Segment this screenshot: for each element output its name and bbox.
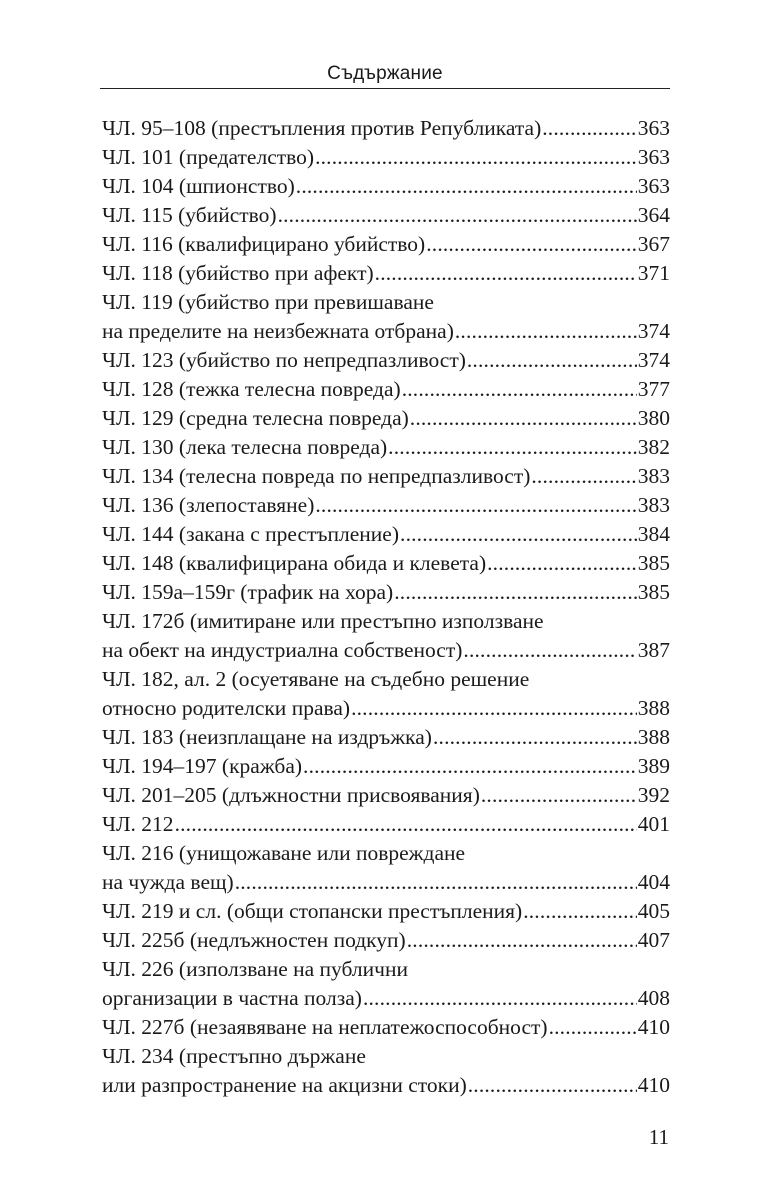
toc-entry-title: ЧЛ. 219 и сл. (общи стопански престъпления) bbox=[102, 899, 523, 923]
toc-entry-row bbox=[102, 897, 670, 926]
toc-entry-row bbox=[102, 404, 670, 433]
dot-leader bbox=[487, 549, 637, 578]
toc-entry bbox=[102, 346, 670, 375]
toc-entry bbox=[102, 549, 670, 578]
toc-entry-title-line: ЧЛ. 182, ал. 2 (осуетяване на съдебно решение bbox=[102, 667, 530, 691]
toc-entry-row bbox=[102, 578, 670, 607]
toc-entry-title: ЧЛ. 129 (средна телесна повреда) bbox=[102, 406, 409, 430]
toc-entry-row bbox=[102, 1071, 670, 1100]
toc-entry-title: организации в частна полза) bbox=[102, 986, 362, 1010]
toc-entry bbox=[102, 839, 670, 897]
toc-entry-page: 405 bbox=[637, 899, 670, 923]
toc-entry bbox=[102, 259, 670, 288]
dot-leader bbox=[363, 984, 637, 1013]
toc-entry bbox=[102, 955, 670, 1013]
toc-entry bbox=[102, 1013, 670, 1042]
toc-entry-row bbox=[102, 462, 670, 491]
toc-entry bbox=[102, 520, 670, 549]
toc-entry-row bbox=[102, 375, 670, 404]
toc-entry-title: ЧЛ. 104 (шпионство) bbox=[102, 174, 295, 198]
toc-entry-row bbox=[102, 201, 670, 230]
toc-entry-page: 389 bbox=[637, 754, 670, 778]
toc-entry bbox=[102, 172, 670, 201]
toc-entry-title-line: ЧЛ. 216 (унищожаване или повреждане bbox=[102, 841, 466, 865]
toc-entry-page: 410 bbox=[637, 1015, 670, 1039]
toc-entry bbox=[102, 926, 670, 955]
toc-entry bbox=[102, 114, 670, 143]
toc-entry-page: 382 bbox=[637, 435, 670, 459]
dot-leader bbox=[351, 694, 637, 723]
dot-leader bbox=[523, 897, 637, 926]
toc-entry-page: 363 bbox=[637, 145, 670, 169]
toc-entry-row bbox=[102, 346, 670, 375]
toc-entry-title: ЧЛ. 136 (злепоставяне) bbox=[102, 493, 315, 517]
page-number: 11 bbox=[648, 1125, 669, 1149]
toc-entry-row bbox=[102, 143, 670, 172]
toc-entry-row bbox=[102, 549, 670, 578]
toc-entry-page: 408 bbox=[637, 986, 670, 1010]
toc-entry-page: 388 bbox=[637, 725, 670, 749]
toc-entry-page: 392 bbox=[637, 783, 670, 807]
toc-entry-row bbox=[102, 636, 670, 665]
toc-entry-page: 374 bbox=[637, 348, 670, 372]
toc-entry bbox=[102, 752, 670, 781]
dot-leader bbox=[463, 636, 636, 665]
toc-entry bbox=[102, 607, 670, 665]
dot-leader bbox=[467, 346, 637, 375]
dot-leader bbox=[296, 172, 637, 201]
toc-entry bbox=[102, 665, 670, 723]
toc-entry-page: 383 bbox=[637, 493, 670, 517]
toc-entry-page: 377 bbox=[637, 377, 670, 401]
toc-entry-title: ЧЛ. 225б (недлъжностен подкуп) bbox=[102, 928, 406, 952]
dot-leader bbox=[303, 752, 637, 781]
toc-entry bbox=[102, 897, 670, 926]
dot-leader bbox=[410, 404, 637, 433]
toc-entry-title: ЧЛ. 194–197 (кражба) bbox=[102, 754, 303, 778]
toc-entry-page: 383 bbox=[637, 464, 670, 488]
dot-leader bbox=[278, 201, 637, 230]
toc-entry-title: ЧЛ. 115 (убийство) bbox=[102, 203, 277, 227]
dot-leader bbox=[433, 723, 637, 752]
toc-entry-page: 367 bbox=[637, 232, 670, 256]
toc-entry bbox=[102, 230, 670, 259]
toc-entry-page: 387 bbox=[637, 638, 670, 662]
toc-entry-title: или разпространение на акцизни стоки) bbox=[102, 1073, 467, 1097]
dot-leader bbox=[426, 230, 637, 259]
toc-entry-row bbox=[102, 259, 670, 288]
toc-entry bbox=[102, 375, 670, 404]
toc-entry-row bbox=[102, 926, 670, 955]
toc-entry-page: 388 bbox=[637, 696, 670, 720]
toc-entry-page: 363 bbox=[637, 174, 670, 198]
dot-leader bbox=[407, 926, 637, 955]
toc-entry-page: 380 bbox=[637, 406, 670, 430]
toc-entry-title: ЧЛ. 144 (закана с престъпление) bbox=[102, 522, 400, 546]
toc-entry bbox=[102, 433, 670, 462]
toc-entry-row bbox=[102, 172, 670, 201]
toc-entry-page: 384 bbox=[637, 522, 670, 546]
toc-entry-title: ЧЛ. 130 (лека телесна повреда) bbox=[102, 435, 388, 459]
dot-leader bbox=[455, 317, 637, 346]
toc-entry-row bbox=[102, 230, 670, 259]
toc-entry-title-line: ЧЛ. 226 (използване на публични bbox=[102, 957, 408, 981]
toc-entry-title: ЧЛ. 159а–159г (трафик на хора) bbox=[102, 580, 394, 604]
dot-leader bbox=[549, 1013, 637, 1042]
toc-entry-title: ЧЛ. 212 bbox=[102, 812, 174, 836]
toc-entry-title: на пределите на неизбежната отбрана) bbox=[102, 319, 454, 343]
toc-entry-title: ЧЛ. 101 (предателство) bbox=[102, 145, 315, 169]
toc-entry-page: 410 bbox=[637, 1073, 670, 1097]
toc-entry-row bbox=[102, 694, 670, 723]
toc-entry-title: ЧЛ. 128 (тежка телесна повреда) bbox=[102, 377, 401, 401]
dot-leader bbox=[468, 1071, 637, 1100]
toc-entry bbox=[102, 288, 670, 346]
toc-entry-title: ЧЛ. 183 (неизплащане на издръжка) bbox=[102, 725, 432, 749]
dot-leader bbox=[235, 868, 637, 897]
running-head: Съдържание bbox=[327, 63, 443, 84]
toc-entry-title: ЧЛ. 116 (квалифицирано убийство) bbox=[102, 232, 426, 256]
toc-entry-page: 363 bbox=[637, 116, 670, 140]
dot-leader bbox=[542, 114, 637, 143]
toc-entry-title: ЧЛ. 118 (убийство при афект) bbox=[102, 261, 374, 285]
toc-entry-page: 371 bbox=[637, 261, 670, 285]
toc-entry-row bbox=[102, 984, 670, 1013]
toc-entry-title: на чужда вещ) bbox=[102, 870, 234, 894]
toc-entry-title: ЧЛ. 134 (телесна повреда по непредпазливост) bbox=[102, 464, 531, 488]
toc-entry-row bbox=[102, 1013, 670, 1042]
toc-entry-title: ЧЛ. 123 (убийство по непредпазливост) bbox=[102, 348, 466, 372]
toc-entry-page: 407 bbox=[637, 928, 670, 952]
toc-entry-row bbox=[102, 781, 670, 810]
dot-leader bbox=[402, 375, 637, 404]
toc-entry-row bbox=[102, 520, 670, 549]
toc-entry bbox=[102, 810, 670, 839]
toc-entry-title-line: ЧЛ. 119 (убийство при превишаване bbox=[102, 290, 434, 314]
dot-leader bbox=[388, 433, 637, 462]
toc-entry-title: ЧЛ. 148 (квалифицирана обида и клевета) bbox=[102, 551, 487, 575]
toc-entry bbox=[102, 781, 670, 810]
toc-entry bbox=[102, 404, 670, 433]
toc-entry bbox=[102, 1042, 670, 1100]
toc-entry-page: 404 bbox=[637, 870, 670, 894]
table-of-contents bbox=[102, 114, 670, 1100]
toc-entry-page: 374 bbox=[637, 319, 670, 343]
toc-entry-row bbox=[102, 868, 670, 897]
dot-leader bbox=[175, 810, 637, 839]
dot-leader bbox=[531, 462, 636, 491]
toc-entry bbox=[102, 491, 670, 520]
toc-entry-title: ЧЛ. 95–108 (престъпления против Републиката) bbox=[102, 116, 542, 140]
dot-leader bbox=[375, 259, 637, 288]
dot-leader bbox=[481, 781, 637, 810]
toc-entry-row bbox=[102, 433, 670, 462]
toc-entry-title: ЧЛ. 227б (незаявяване на неплатежоспособност) bbox=[102, 1015, 548, 1039]
toc-entry-title: ЧЛ. 201–205 (длъжностни присвоявания) bbox=[102, 783, 480, 807]
toc-entry bbox=[102, 578, 670, 607]
toc-entry bbox=[102, 462, 670, 491]
toc-entry-page: 364 bbox=[637, 203, 670, 227]
toc-entry-row bbox=[102, 752, 670, 781]
dot-leader bbox=[315, 491, 636, 520]
toc-entry-row bbox=[102, 317, 670, 346]
toc-entry-title: на обект на индустриална собственост) bbox=[102, 638, 463, 662]
toc-entry-page: 401 bbox=[637, 812, 670, 836]
toc-entry-row bbox=[102, 723, 670, 752]
dot-leader bbox=[315, 143, 637, 172]
toc-entry bbox=[102, 201, 670, 230]
toc-entry-row bbox=[102, 491, 670, 520]
header-rule bbox=[100, 88, 670, 89]
dot-leader bbox=[394, 578, 637, 607]
toc-entry-row bbox=[102, 114, 670, 143]
toc-entry-page: 385 bbox=[637, 580, 670, 604]
toc-entry-title-line: ЧЛ. 172б (имитиране или престъпно използване bbox=[102, 609, 544, 633]
toc-entry-title: относно родителски права) bbox=[102, 696, 351, 720]
toc-entry-title-line: ЧЛ. 234 (престъпно държане bbox=[102, 1044, 366, 1068]
toc-entry-row bbox=[102, 810, 670, 839]
toc-entry bbox=[102, 143, 670, 172]
dot-leader bbox=[400, 520, 637, 549]
toc-entry bbox=[102, 723, 670, 752]
toc-entry-page: 385 bbox=[637, 551, 670, 575]
